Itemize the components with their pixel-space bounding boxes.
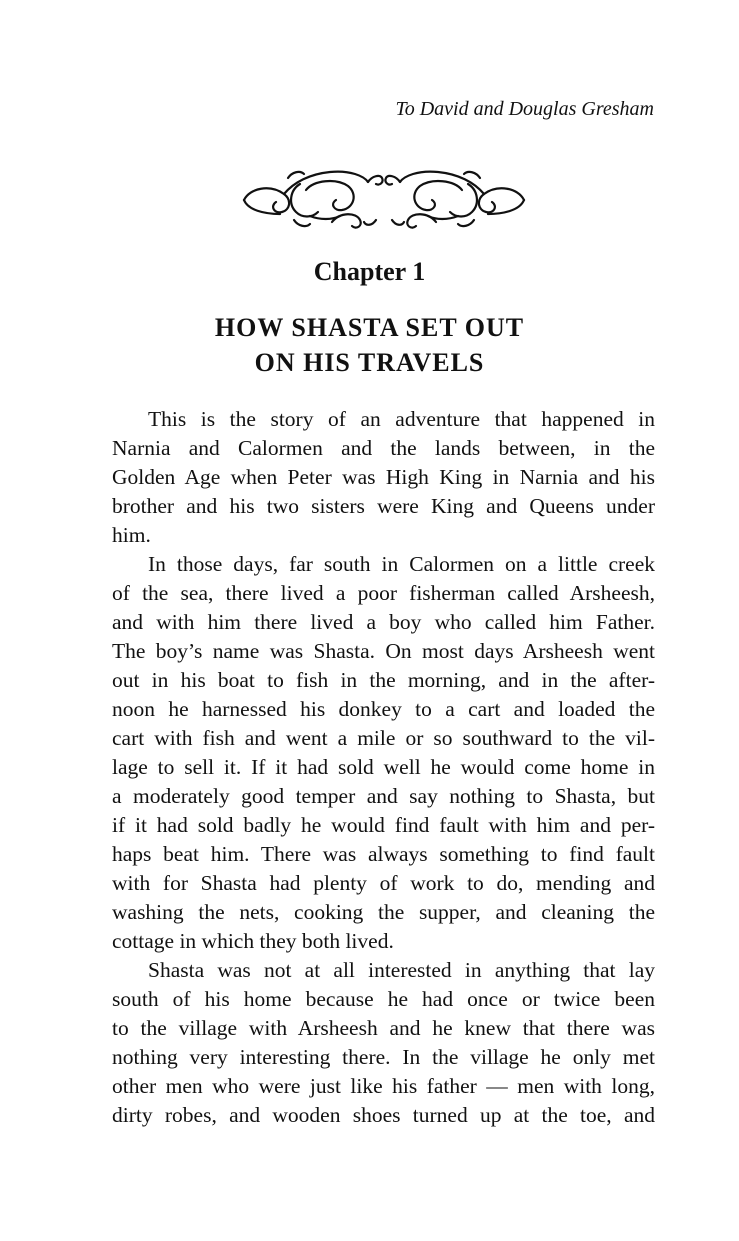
body-line: Golden Age when Peter was High King in Narnia and his <box>112 465 655 489</box>
chapter-body <box>112 405 655 1130</box>
body-line: Narnia and Calormen and the lands between, in the <box>112 436 655 460</box>
body-line: haps beat him. There was always something to find fault <box>112 842 655 866</box>
body-line: other men who were just like his father — men with long, <box>112 1074 655 1098</box>
body-line: to the village with Arsheesh and he knew that there was <box>112 1016 655 1040</box>
body-line: The boy’s name was Shasta. On most days Arsheesh went <box>112 639 655 663</box>
body-line: him. <box>112 523 151 547</box>
body-line: brother and his two sisters were King and Queens under <box>112 494 655 518</box>
body-line: if it had sold badly he would find fault with him and per- <box>112 813 655 837</box>
body-line: noon he harnessed his donkey to a cart and loaded the <box>112 697 655 721</box>
body-line: This is the story of an adventure that happened in <box>148 407 655 431</box>
dedication: To David and Douglas Gresham <box>395 98 654 120</box>
body-line: Shasta was not at all interested in anything that lay <box>148 958 655 982</box>
body-line: with for Shasta had plenty of work to do, mending and <box>112 871 655 895</box>
flourish-ornament-icon <box>240 160 528 232</box>
body-line: washing the nets, cooking the supper, and cleaning the <box>112 900 655 924</box>
body-line: a moderately good temper and say nothing to Shasta, but <box>112 784 655 808</box>
body-line: south of his home because he had once or twice been <box>112 987 655 1011</box>
body-line: cart with fish and went a mile or so southward to the vil- <box>112 726 655 750</box>
chapter-title-line: HOW SHASTA SET OUT <box>214 313 525 342</box>
body-line: and with him there lived a boy who called him Father. <box>112 610 655 634</box>
body-line: In those days, far south in Calormen on a little creek <box>148 552 655 576</box>
body-line: of the sea, there lived a poor fisherman called Arsheesh, <box>112 581 655 605</box>
chapter-number: Chapter 1 <box>313 257 426 286</box>
body-line: out in his boat to fish in the morning, and in the after- <box>112 668 655 692</box>
chapter-title <box>0 310 739 380</box>
body-line: dirty robes, and wooden shoes turned up at the toe, and <box>112 1103 655 1127</box>
body-line: lage to sell it. If it had sold well he would come home in <box>112 755 655 779</box>
body-line: nothing very interesting there. In the village he only met <box>112 1045 655 1069</box>
body-line: cottage in which they both lived. <box>112 929 394 953</box>
chapter-title-line: ON HIS TRAVELS <box>254 348 485 377</box>
